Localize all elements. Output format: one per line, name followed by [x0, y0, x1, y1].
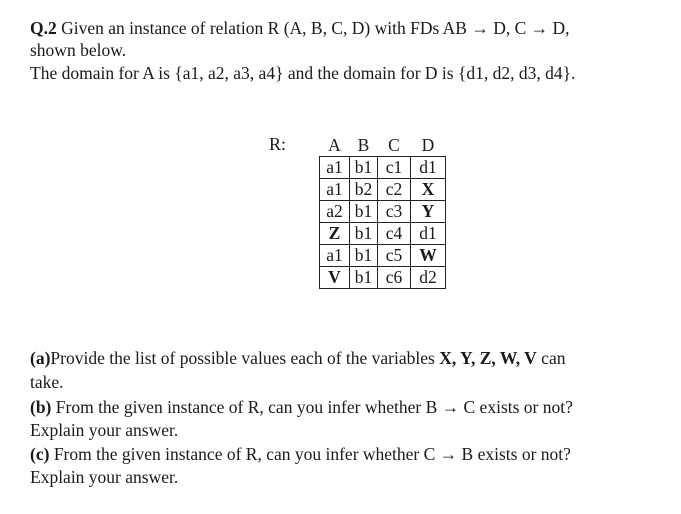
question-heading-text: Given an instance of relation R (A, B, C, D) with FDs AB → D, C → D, — [56, 18, 570, 38]
question-b-line-1 — [30, 397, 573, 417]
question-number: Q.2 — [30, 18, 57, 38]
cell-b: b1 — [350, 157, 378, 179]
cell-d: d2 — [411, 267, 446, 289]
cell-c: c5 — [378, 245, 411, 267]
cell-a: a1 — [320, 157, 350, 179]
cell-d: W — [411, 245, 446, 267]
cell-a: a1 — [320, 179, 350, 201]
question-c-line-2: Explain your answer. — [30, 467, 179, 487]
cell-a: Z — [320, 223, 350, 245]
question-c-line-1 — [30, 444, 571, 464]
table-row — [320, 201, 446, 223]
cell-c: c2 — [378, 179, 411, 201]
relation-body — [320, 157, 446, 289]
cell-c: c6 — [378, 267, 411, 289]
column-header-a: A — [328, 134, 341, 155]
question-b-label: (b) — [30, 397, 52, 417]
table-row — [320, 223, 446, 245]
question-heading-line-2: shown below. — [30, 40, 127, 60]
cell-a: V — [320, 267, 350, 289]
cell-b: b1 — [350, 201, 378, 223]
relation-table — [319, 134, 446, 289]
relation-label: R: — [269, 134, 287, 154]
question-c-text: From the given instance of R, can you infer whether C → B exists or not? — [49, 444, 571, 464]
cell-a: a1 — [320, 245, 350, 267]
question-a-line-2: take. — [30, 372, 64, 392]
cell-b: b1 — [350, 223, 378, 245]
question-b-text: From the given instance of R, can you infer whether B → C exists or not? — [51, 397, 573, 417]
cell-d: d1 — [411, 223, 446, 245]
column-header-b: B — [357, 134, 370, 155]
table-row — [320, 245, 446, 267]
question-c-label: (c) — [30, 444, 50, 464]
column-header-c: C — [388, 134, 400, 155]
table-row — [320, 267, 446, 289]
column-header-d: D — [421, 134, 435, 155]
cell-a: a2 — [320, 201, 350, 223]
cell-c: c4 — [378, 223, 411, 245]
question-b-line-2: Explain your answer. — [30, 420, 179, 440]
cell-d: Y — [411, 201, 446, 223]
question-a-label: (a) — [30, 348, 51, 368]
cell-b: b1 — [350, 267, 378, 289]
table-row — [320, 179, 446, 201]
question-a-text: Provide the list of possible values each of the variables — [50, 348, 440, 368]
cell-c: c3 — [378, 201, 411, 223]
relation-header-row — [320, 134, 446, 157]
cell-d: X — [411, 179, 446, 201]
cell-d: d1 — [411, 157, 446, 179]
cell-c: c1 — [378, 157, 411, 179]
cell-b: b1 — [350, 245, 378, 267]
question-a-variables: X, Y, Z, W, V — [439, 348, 537, 368]
question-a-line-1 — [30, 348, 565, 368]
question-a-text-end: can — [536, 348, 566, 368]
cell-b: b2 — [350, 179, 378, 201]
table-row — [320, 157, 446, 179]
domain-statement: The domain for A is {a1, a2, a3, a4} and the domain for D is {d1, d2, d3, d4}. — [30, 63, 576, 83]
question-heading-line-1 — [30, 18, 570, 38]
